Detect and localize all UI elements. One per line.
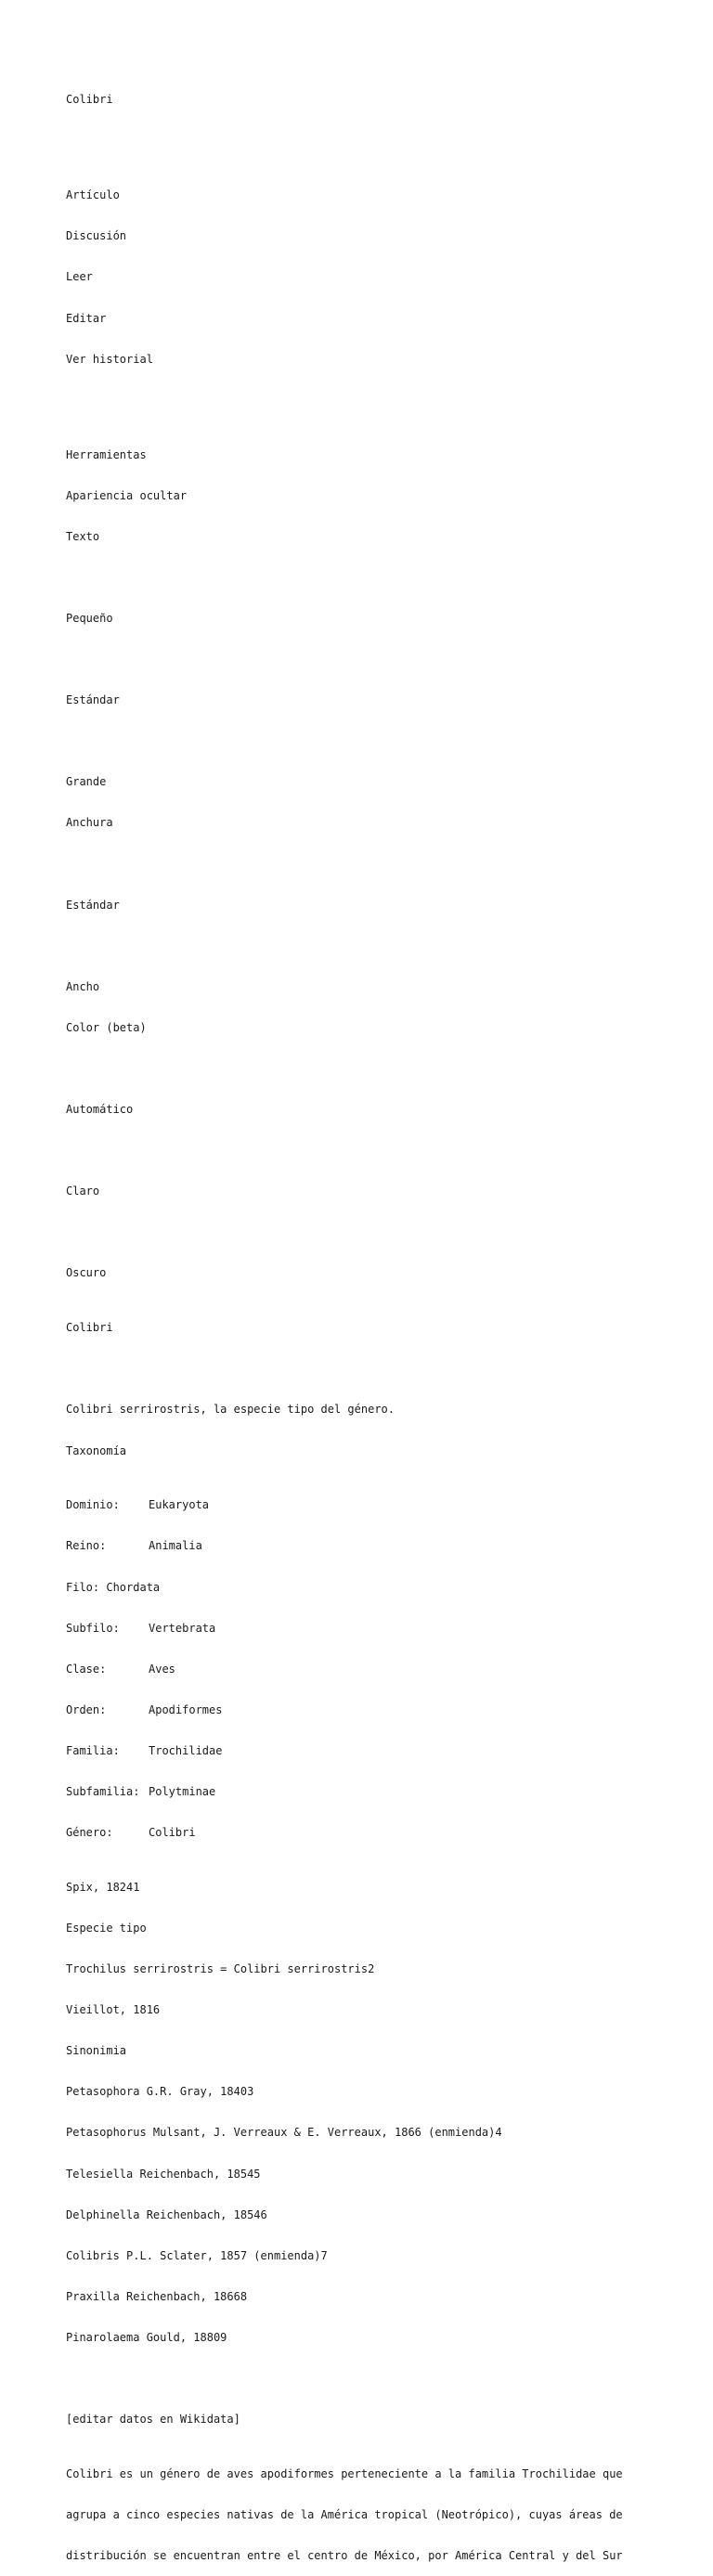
taxonomy-key: Reino:	[66, 1539, 107, 1553]
document-page	[66, 66, 660, 2576]
width-wide-option[interactable]: Ancho	[66, 979, 100, 993]
text-size-standard-option[interactable]: Estándar	[66, 693, 120, 707]
page-title: Colibri	[66, 93, 113, 107]
taxonomy-row-familia	[66, 1744, 660, 1758]
taxonomy-key: Familia:	[66, 1743, 120, 1757]
taxonomy-row-filo: Filo: Chordata	[66, 1580, 161, 1594]
synonym-item: Pinarolaema Gould, 18809	[66, 2330, 227, 2344]
taxonomy-key: Orden:	[66, 1702, 107, 1716]
nav-tab-discusion[interactable]: Discusión	[66, 229, 127, 243]
wikidata-edit-link[interactable]: [editar datos en Wikidata]	[66, 2413, 240, 2427]
taxonomy-row-orden	[66, 1703, 660, 1717]
synonym-item: Delphinella Reichenbach, 18546	[66, 2207, 267, 2221]
width-standard-option[interactable]: Estándar	[66, 898, 120, 912]
taxonomy-row-reino	[66, 1539, 660, 1553]
taxonomy-row-subfilo	[66, 1622, 660, 1636]
nav-tab-leer[interactable]: Leer	[66, 270, 93, 284]
taxonomy-key: Género:	[66, 1826, 113, 1840]
taxonomy-value: Colibri	[149, 1826, 196, 1840]
type-species-author: Vieillot, 1816	[66, 2003, 161, 2017]
taxonomy-value[interactable]: Animalia	[149, 1539, 202, 1553]
body-paragraph-line: Colibri es un género de aves apodiformes perteneciente a la familia Trochilidae que	[66, 2466, 623, 2480]
taxonomy-value[interactable]: Eukaryota	[149, 1498, 210, 1512]
synonym-item: Telesiella Reichenbach, 18545	[66, 2167, 261, 2181]
body-paragraph-line: agrupa a cinco especies nativas de la América tropical (Neotrópico), cuyas áreas de	[66, 2507, 623, 2521]
taxonomy-label: Taxonomía	[66, 1443, 127, 1457]
taxonomy-key: Dominio:	[66, 1498, 120, 1512]
taxonomy-value[interactable]: Apodiformes	[149, 1702, 223, 1716]
taxonomy-row-subfamilia	[66, 1785, 660, 1799]
nav-tab-articulo[interactable]: Artículo	[66, 188, 120, 202]
color-label: Color (beta)	[66, 1020, 147, 1034]
taxonomy-key: Subfamilia:	[66, 1784, 140, 1798]
taxonomy-row-clase	[66, 1663, 660, 1676]
taxonomy-row-dominio	[66, 1498, 660, 1512]
body-paragraph-line: distribución se encuentran entre el centro de México, por América Central y del Sur	[66, 2549, 623, 2563]
text-size-label: Texto	[66, 529, 100, 543]
taxonomy-key: Subfilo:	[66, 1621, 120, 1635]
color-dark-option[interactable]: Oscuro	[66, 1266, 107, 1280]
text-size-large-option[interactable]: Grande	[66, 775, 107, 789]
nav-tab-ver-historial[interactable]: Ver historial	[66, 352, 153, 366]
taxonomy-key: Clase:	[66, 1662, 107, 1676]
tools-menu[interactable]: Herramientas	[66, 447, 147, 461]
color-auto-option[interactable]: Automático	[66, 1103, 134, 1117]
synonym-item: Praxilla Reichenbach, 18668	[66, 2289, 248, 2303]
taxonomy-value[interactable]: Polytminae	[149, 1784, 216, 1798]
synonymy-label: Sinonimia	[66, 2044, 127, 2058]
synonym-item: Petasophorus Mulsant, J. Verreaux & E. Verreaux, 1866 (enmienda)4	[66, 2126, 502, 2140]
genus-author: Spix, 18241	[66, 1880, 140, 1894]
taxonomy-value[interactable]: Aves	[149, 1662, 175, 1676]
infobox-title: Colibri	[66, 1321, 113, 1335]
taxonomy-value[interactable]: Trochilidae	[149, 1743, 223, 1757]
infobox-caption: Colibri serrirostris, la especie tipo del género.	[66, 1403, 395, 1417]
width-label: Anchura	[66, 816, 113, 830]
taxonomy-row-genero	[66, 1826, 660, 1840]
synonym-item: Petasophora G.R. Gray, 18403	[66, 2085, 254, 2099]
type-species-label: Especie tipo	[66, 1921, 147, 1935]
color-light-option[interactable]: Claro	[66, 1184, 100, 1198]
appearance-toggle[interactable]: Apariencia ocultar	[66, 488, 188, 502]
nav-tab-editar[interactable]: Editar	[66, 311, 107, 325]
taxonomy-value[interactable]: Vertebrata	[149, 1621, 216, 1635]
type-species[interactable]: Trochilus serrirostris = Colibri serrirostris2	[66, 1962, 375, 1976]
text-size-small-option[interactable]: Pequeño	[66, 611, 113, 625]
synonym-item: Colibris P.L. Sclater, 1857 (enmienda)7	[66, 2248, 328, 2262]
